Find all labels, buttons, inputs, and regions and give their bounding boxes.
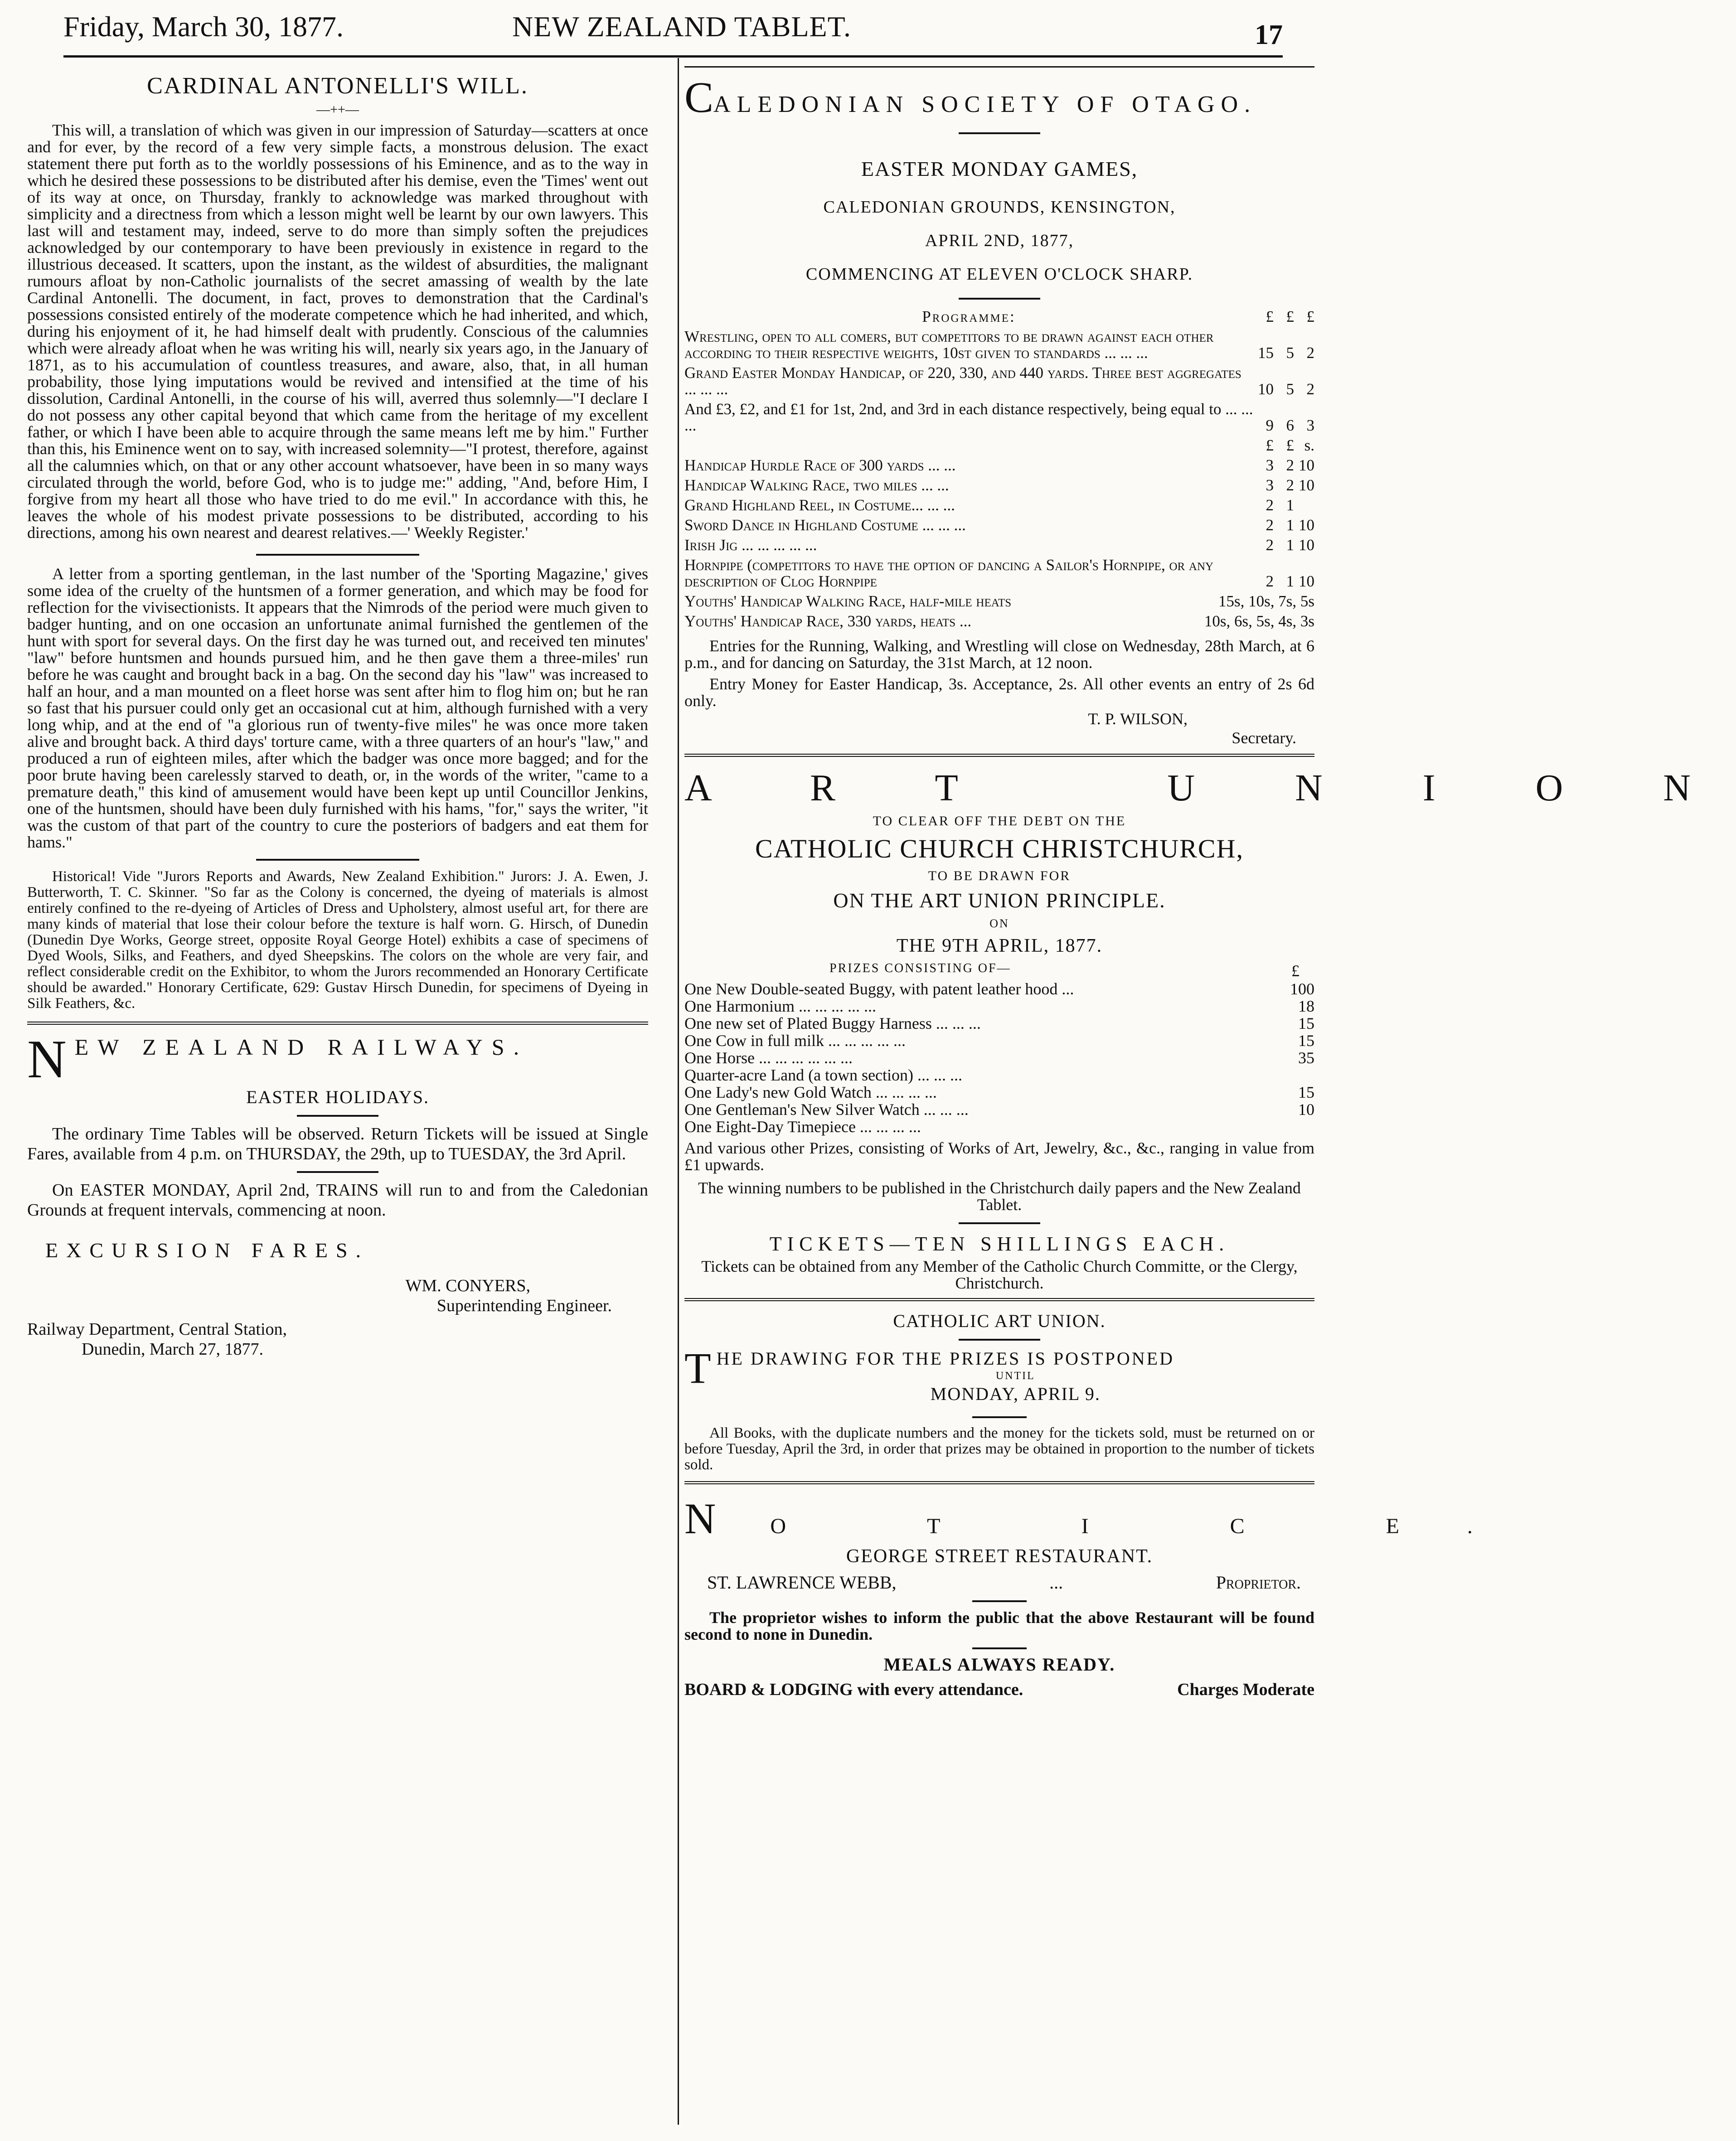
railways-title: EW ZEALAND RAILWAYS. [74,1034,529,1060]
prize-row [684,980,1314,998]
prize-amount: 2 [1286,456,1294,474]
prize-amount: 6 [1286,417,1294,434]
caledonian-h4: COMMENCING AT ELEVEN O'CLOCK SHARP. [805,265,1193,284]
caledonian-h3: APRIL 2ND, 1877, [925,231,1074,250]
board-line [684,1680,1314,1700]
art-union-advert [684,766,1736,1292]
art-union-date: THE 9TH APRIL, 1877. [896,935,1103,956]
notice-title: O T I C E. [770,1514,1541,1538]
prize-amount: 1 [1286,516,1294,534]
prize-amount [1294,495,1314,515]
restaurant-owner: ST. LAWRENCE WEBB, [707,1572,897,1593]
catholic-art-union-notice [684,1310,1314,1473]
section-rule [256,554,419,556]
prize-amount: 10 [1299,476,1314,494]
art-union-tickets-info: Tickets can be obtained from any Member of the Catholic Church Committe, or the Clergy, Christchurch. [701,1257,1298,1292]
prize-amount: 2 [1266,572,1274,590]
board-lodging: BOARD & LODGING with every attendance. [684,1680,1023,1699]
railways-signer-title: Superintending Engineer. [436,1296,612,1315]
drop-cap: N [684,1494,771,1543]
charges-moderate: Charges Moderate [1177,1680,1314,1699]
currency-header: £ [1266,308,1274,325]
prize-amount: 3 [1266,456,1274,474]
prize-amount: 10 [1299,572,1314,590]
currency-header: £ [1266,436,1274,454]
prize-amount: 10 [1299,516,1314,534]
programme-row [684,399,1314,436]
prize-amount: 2 [1306,380,1314,398]
section-rule [959,1339,1040,1341]
currency-header: £ [1306,308,1314,325]
caledonian-signer-title: Secretary. [1232,729,1296,747]
newspaper-title: NEW ZEALAND TABLET. [512,10,851,43]
prize-amount: 2 [1306,344,1314,362]
prize-name: One new set of Plated Buggy Harness ... ... ... [684,1014,981,1032]
art-union-sub2: TO BE DRAWN FOR [928,868,1071,883]
currency-header: £ [1286,308,1294,325]
event-name: Wrestling, open to all comers, but competitors to be drawn against each other according to their respective weights, 10st given to standards ... ... ... [684,328,1214,362]
railways-advert [27,1029,648,1359]
prizes-currency: £ [1291,962,1301,980]
currency-header: s. [1304,436,1314,454]
catholic-art-title: CATHOLIC ART UNION. [893,1311,1106,1331]
prize-amount: 5 [1286,344,1294,362]
prizes-label: PRIZES CONSISTING OF— [829,961,1011,975]
caledonian-title: ALEDONIAN SOCIETY OF OTAGO. [713,92,1257,117]
prize-row [684,1118,1314,1135]
youths-table [684,591,1314,631]
catholic-art-body: All Books, with the duplicate numbers and the money for the tickets sold, must be returned on or before Tuesday, April the 3rd, in order that prizes may be obtained in proportion to the number of tickets sold. [684,1425,1314,1473]
prize-value: 10 [1298,1100,1314,1119]
event-name: Hornpipe (competitors to have the option of dancing a Sailor's Hornpipe, or any description of Clog Hornpipe [684,556,1214,590]
programme-label: Programme: [922,308,1016,325]
prize-value: 15 [1298,1032,1314,1050]
prize-name: One New Double-seated Buggy, with patent leather hood ... [684,980,1074,998]
programme-row [684,555,1314,591]
prize-name: One Lady's new Gold Watch ... ... ... ... [684,1083,937,1101]
prize-row [684,1015,1314,1032]
programme-row [684,515,1314,535]
section-rule [297,1171,378,1173]
programme-row [684,591,1314,611]
event-name: Grand Highland Reel, in Costume... ... ... [684,496,955,514]
advert-rule [684,66,1314,68]
art-union-principle: ON THE ART UNION PRINCIPLE. [833,889,1166,912]
prize-amount: 9 [1266,417,1274,434]
caledonian-heading [684,72,1314,122]
programme-table [684,307,1314,591]
art-union-on: ON [989,917,1009,930]
masthead [63,10,1283,51]
event-name: Youths' Handicap Race, 330 yards, heats ... [684,612,972,630]
caledonian-entries: Entries for the Running, Walking, and Wrestling will close on Wednesday, 28th March, at 6 p.m., and for dancing on Saturday, the 31st March, at 12 noon. [684,637,1314,672]
prize-row [684,1101,1314,1118]
prize-value [1274,1066,1314,1084]
prize-row [684,1066,1314,1084]
event-name: Grand Easter Monday Handicap, of 220, 330, and 440 yards. Three best aggregates ... ... ... [684,364,1241,398]
advert-rule [684,1481,1314,1484]
section-rule [972,1647,1027,1649]
prize-name: One Gentleman's New Silver Watch ... ... ... [684,1100,969,1119]
prize-row [684,1049,1314,1066]
prize-name: One Eight-Day Timepiece ... ... ... ... [684,1118,921,1136]
prize-row [684,1032,1314,1049]
prize-amount: 2 [1266,536,1274,554]
prize-amount: 3 [1266,476,1274,494]
restaurant-name: GEORGE STREET RESTAURANT. [846,1546,1153,1567]
drop-cap: C [684,73,714,121]
programme-row [684,455,1314,475]
advert-rule [684,1298,1314,1301]
art-union-sub1: TO CLEAR OFF THE DEBT ON THE [873,814,1126,828]
prize-amount: 2 [1286,476,1294,494]
prize-amount: 1 [1286,572,1294,590]
catholic-art-date: MONDAY, APRIL 9. [930,1384,1101,1404]
ornament: —++— [316,102,359,117]
caledonian-h1: EASTER MONDAY GAMES, [861,157,1138,180]
event-name: Youths' Handicap Walking Race, half-mile heats [684,592,1012,610]
prize-name: One Cow in full milk ... ... ... ... ... [684,1032,906,1050]
railways-heading [27,1029,648,1089]
prize-amount: 10 [1299,456,1314,474]
notice-body: The proprietor wishes to inform the public that the above Restaurant will be found second to none in Dunedin. [684,1608,1314,1643]
art-union-other: And various other Prizes, consisting of Works of Art, Jewelry, &c., &c., ranging in value from £1 upwards. [684,1139,1314,1174]
section-rule [256,859,419,861]
railways-p1: The ordinary Time Tables will be observed. Return Tickets will be issued at Single Fares, available from 4 p.m. on THURSDAY, the 29th, up to TUESDAY, the 3rd April. [27,1124,648,1163]
prize-value: 15 [1298,1014,1314,1032]
excursion-fares: EXCURSION FARES. [45,1239,369,1262]
event-name: And £3, £2, and £1 for 1st, 2nd, and 3rd in each distance respectively, being equal to ... ... ... [684,400,1253,434]
prize-amount: 10 [1299,536,1314,554]
masthead-rule [63,55,1283,58]
dots: ... [1049,1572,1063,1593]
event-name: Sword Dance in Highland Costume ... ... ... [684,516,966,534]
railways-dept: Railway Department, Central Station, [27,1320,287,1339]
column-divider [678,58,679,2125]
page-number: 17 [1255,19,1283,50]
prize-amount: 1 [1286,496,1294,514]
prize-value: 15 [1298,1083,1314,1101]
event-name: Irish Jig ... ... ... ... ... [684,536,817,554]
event-name: Handicap Hurdle Race of 300 yards ... ... [684,456,956,474]
section-rule [959,132,1040,134]
railways-subtitle: EASTER HOLIDAYS. [246,1087,429,1107]
section-rule [959,1222,1040,1224]
programme-row [684,475,1314,495]
prize-row [684,998,1314,1015]
prize-name: One Harmonium ... ... ... ... ... [684,997,876,1015]
section-rule [972,1416,1027,1418]
prize-value: 18 [1298,997,1314,1015]
prize-amount: 2 [1266,516,1274,534]
prize-amount: 3 [1306,417,1314,434]
programme-row [684,611,1314,631]
art-union-church: CATHOLIC CHURCH CHRISTCHURCH, [755,834,1244,863]
restaurant-notice [684,1493,1541,1700]
prize-amount: 10s, 6s, 5s, 4s, 3s [1204,612,1314,630]
programme-row [684,327,1314,363]
prize-amount: 2 [1266,496,1274,514]
notice-heading [684,1493,1541,1544]
section-rule [972,1600,1027,1602]
prize-amount: 5 [1286,380,1294,398]
prize-list [684,980,1314,1135]
restaurant-owner-line [684,1572,1314,1593]
prize-value: 35 [1298,1049,1314,1067]
prize-value: 100 [1290,980,1314,998]
caledonian-signer: T. P. WILSON, [1088,710,1188,728]
meals-ready: MEALS ALWAYS READY. [883,1654,1115,1675]
drop-cap: T [684,1344,713,1392]
prize-amount: 15 [1258,344,1274,362]
issue-date: Friday, March 30, 1877. [63,10,344,43]
section-rule [297,1115,378,1117]
prizes-header [684,961,1314,980]
prize-row [684,1084,1314,1101]
prize-amount: 15s, 10s, 7s, 5s [1218,592,1314,610]
caledonian-entry-money: Entry Money for Easter Handicap, 3s. Acceptance, 2s. All other events an entry of 2s 6d only. [684,675,1314,710]
art-union-title: A R T U N I O N [684,767,1736,809]
will-title: CARDINAL ANTONELLI'S WILL. [147,73,529,99]
art-union-tickets: TICKETS—TEN SHILLINGS EACH. [769,1233,1230,1255]
advert-rule [684,754,1314,757]
section-rule [959,298,1040,300]
left-column [27,63,648,1359]
art-union-winning: The winning numbers to be published in the Christchurch daily papers and the New Zealand Tablet. [698,1179,1301,1214]
prize-name: One Horse ... ... ... ... ... ... [684,1049,853,1067]
catholic-art-line1: HE DRAWING FOR THE PRIZES IS POSTPONED [716,1348,1174,1369]
proprietor-label: Proprietor. [1216,1572,1301,1593]
drop-cap: N [27,1029,67,1089]
event-name: Handicap Walking Race, two miles ... ... [684,476,949,494]
advert-rule [27,1022,648,1025]
right-column [684,63,1736,1700]
prize-value [1274,1118,1314,1135]
catholic-art-until: UNTIL [995,1370,1035,1382]
badger-article-body: A letter from a sporting gentleman, in the last number of the 'Sporting Magazine,' gives some idea of the cruelty of the huntsmen of a former generation, and which may be food for reflection for the vivisectionists. It appears that the Nimrods of the period were much given to badger hunting, and on one occasion an unfortunate animal furnished the gentlemen of the hunt with sport for several days. On the first day he was turned out, and received ten minutes' "law" before huntsmen and hounds pursued him, and he then gave them a three-miles' run before he was caught and brought back in a bag. On the second day his "law" was increased to half an hour, and a man mounted on a fleet horse was sent after him to flog him on; but he ran so fast that his pursuer could only get an occasional cut at him, although furnished with a very long whip, and at the end of "a glorious run of twenty-five miles" he was once more taken alive and brought back. A third days' torture came, with a three quarters of an hour's "law," and produced a run of eighteen miles, after which the badger was once more bagged; and for the poor brute having been carelessly starved to death, or, in the words of the writer, "came to a premature death," this kind of amusement would have been kept up until Councillor Jenkins, one of the huntsmen, should have been duly furnished with his hams, "for," says the writer, "it was the custom of that part of the country to cure the posteriors of badgers and eat them for hams." [27,565,648,851]
will-article-body: This will, a translation of which was given in our impression of Saturday—scatters at once and for ever, by the record of a few very simple facts, a monstrous delusion. The exact statement there put forth as to the worldly possessions of his Eminence, and as to the way in which he desired these possessions to be distributed after his demise, even the 'Times' went out of its way at once, on Thursday, frankly to acknowledge was marked throughout with simplicity and a directness from which a lesson might well be learnt by our own lawyers. This last will and testament may, indeed, serve to do more than simply soften the prejudices acknowledged by our contemporary to have been previously in existence in regard to the illustrious deceased. It scatters, upon the instant, as the wildest of absurdities, the malignant rumours afloat by non-Catholic journalists of the secret amassing of wealth by the late Cardinal Antonelli. The document, in fact, proves to demonstration that the Cardinal's possessions consisted entirely of the moderate competence which he had inherited, and which, during his enjoyment of it, he had himself dealt with prudently. Conscious of the calumnies which were already afloat when he was writing his will, nearly six years ago, in the January of 1871, as to his accumulation of countless treasures, and aware, also, that, in all human probability, those lying imputations would be revived and intensified at the time of his dissolution, Cardinal Antonelli, in the course of his will, averred thus solemnly—"I declare I do not possess any other capital beyond that which came from the heritage of my excellent father, or which I have been able to acquire through the same means left me by him." Further than this, his Eminence went on to say, with increased solemnity—"I protest, therefore, against all the calumnies which, on that or any other account whatsoever, have been in so many ways circulated through the world, before God, who is to judge me:" adding, "And, before Him, I forgive from my heart all those who have tried to do me evil." In accordance with this, he leaves the whole of his modest private possessions to be distributed, according to his directions, among his own nearest and dearest relatives.—' Weekly Register.' [27,121,648,542]
historical-article-body: Historical! Vide "Jurors Reports and Awards, New Zealand Exhibition." Jurors: J. A. Ewen, J. Butterworth, T. C. Skinner. "So far as the Colony is concerned, the dyeing of materials is almost entirely confined to the re-dyeing of Articles of Dress and Upholstery, almost useful art, for there are many kinds of material that lose their colour before the texture is half worn. G. Hirsch, of Dunedin (Dunedin Dye Works, George street, opposite Royal George Hotel) exhibits a case of specimens of Dyed Wools, Silks, and Feathers, and dyed Sheepskins. The colors on the whole are very fair, and reflect considerable credit on the Exhibitor, to whom the Jurors recommended an Honorary Certificate should be awarded." Honorary Certificate, 629: Gustav Hirsch Dunedin, for specimens of Dyeing in Silk Feathers, &c. [27,868,648,1012]
programme-row [684,495,1314,515]
railways-dept-date: Dunedin, March 27, 1877. [82,1340,264,1359]
prize-amount: 1 [1286,536,1294,554]
programme-row [684,535,1314,555]
caledonian-h2: CALEDONIAN GROUNDS, KENSINGTON, [823,198,1176,217]
prize-name: Quarter-acre Land (a town section) ... ... ... [684,1066,963,1084]
railways-signer: WM. CONYERS, [405,1276,530,1295]
currency-header: £ [1286,436,1294,454]
programme-row [684,363,1314,399]
railways-p2: On EASTER MONDAY, April 2nd, TRAINS will run to and from the Caledonian Grounds at frequent intervals, commencing at noon. [27,1181,648,1220]
prize-amount: 10 [1258,380,1274,398]
